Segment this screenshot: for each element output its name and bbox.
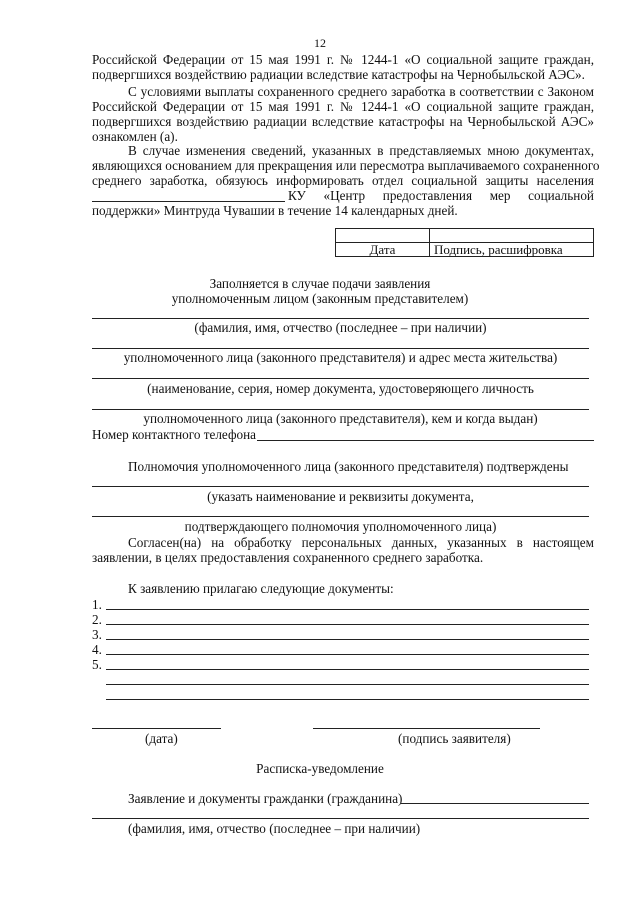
attachment-field-4[interactable] [106,654,589,655]
paragraph2-line1: С условиями выплаты сохраненного среднего заработка в соответствии с Законом [128,84,594,99]
attachment-field-6[interactable] [106,684,589,685]
attachment-number-4: 4. [92,642,102,657]
caption-address: уполномоченного лица (законного представителя) и адрес места жительства) [123,350,558,365]
caption-authority-doc2: подтверждающего полномочия уполномоченного лица) [184,519,497,534]
receipt-title: Расписка-уведомление [256,761,384,776]
attachment-field-1[interactable] [106,609,589,610]
applicant-signature-field[interactable] [313,728,540,729]
paragraph2-line2: Российской Федерации от 15 мая 1991 г. № 1244-1 «О социальной защите граждан, [92,99,594,114]
paragraph3-line3: среднего заработка, обязуюсь информировать отдел социальной защиты населения [92,173,594,188]
caption-authority-doc: (указать наименование и реквизиты документа, [207,489,474,504]
representative-document-field[interactable] [92,378,589,379]
applicant-caption: (подпись заявителя) [398,731,511,746]
representative-document-issued-field[interactable] [92,409,589,410]
receipt-fio-field[interactable] [92,818,589,819]
representative-address-field[interactable] [92,348,589,349]
attachment-number-1: 1. [92,597,102,612]
paragraph1-line1: Российской Федерации от 15 мая 1991 г. № 1244-1 «О социальной защите граждан, [92,52,594,67]
department-name-blank[interactable] [92,201,285,202]
attachment-field-3[interactable] [106,639,589,640]
caption-fio: (фамилия, имя, отчество (последнее – при наличии) [194,320,487,335]
phone-label: Номер контактного телефона [92,427,256,442]
receipt-text: Заявление и документы гражданки (гражданина) [128,791,403,806]
paragraph3-line2: являющихся основанием для прекращения или пересмотра выплачиваемого сохраненного [92,158,600,173]
signature-cell[interactable] [430,229,594,243]
receipt-citizen-field[interactable] [401,803,589,804]
caption-document-issued: уполномоченного лица (законного представителя), кем и когда выдан) [143,411,538,426]
date-signature-field[interactable] [92,728,221,729]
phone-field[interactable] [257,440,594,441]
representative-heading-line2: уполномоченным лицом (законным представителем) [171,291,469,306]
date-cell[interactable] [336,229,430,243]
paragraph3-line4: КУ «Центр предоставления мер социальной [288,188,594,203]
authority-document-field[interactable] [92,486,589,487]
paragraph2-line4: ознакомлен (а). [92,129,178,144]
caption-document: (наименование, серия, номер документа, удостоверяющего личность [147,381,534,396]
attachment-number-3: 3. [92,627,102,642]
paragraph1-line2: подвергшихся воздействию радиации вследствие катастрофы на Чернобыльской АЭС». [92,67,585,82]
receipt-caption-fio: (фамилия, имя, отчество (последнее – при наличии) [128,821,421,836]
signature-table [335,228,594,257]
attachment-field-7[interactable] [106,699,589,700]
representative-fio-field[interactable] [92,318,589,319]
attachments-intro: К заявлению прилагаю следующие документы: [128,581,394,596]
consent-line1: Согласен(на) на обработку персональных данных, указанных в настоящем [128,535,594,550]
attachment-number-2: 2. [92,612,102,627]
authority-document-field-2[interactable] [92,516,589,517]
representative-heading-line1: Заполняется в случае подачи заявления [209,276,431,291]
attachment-field-5[interactable] [106,669,589,670]
authority-text: Полномочия уполномоченного лица (законного представителя) подтверждены [128,459,569,474]
attachment-field-2[interactable] [106,624,589,625]
date-label: Дата [336,243,430,257]
paragraph2-line3: подвергшихся воздействию радиации вследствие катастрофы на Чернобыльской АЭС» [92,114,594,129]
signature-label: Подпись, расшифровка [430,243,594,257]
consent-line2: заявлении, в целях предоставления сохраненного среднего заработка. [92,550,484,565]
paragraph3-line5: поддержки» Минтруда Чувашии в течение 14 календарных дней. [92,203,458,218]
paragraph3-line1: В случае изменения сведений, указанных в представляемых мною документах, [128,143,594,158]
attachment-number-5: 5. [92,657,102,672]
page-number: 12 [314,36,326,50]
date-caption: (дата) [145,731,178,746]
